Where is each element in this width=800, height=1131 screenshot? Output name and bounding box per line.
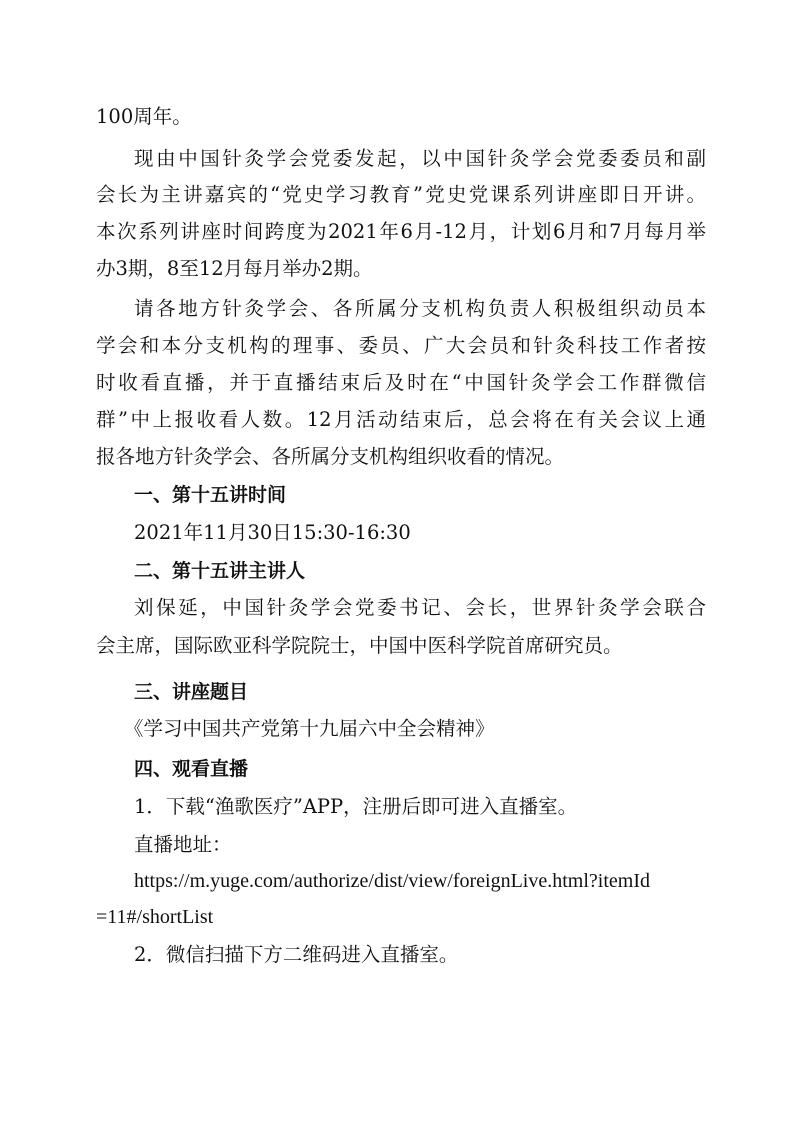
speaker-line: 刘保延，中国针灸学会党委书记、会长，世界针灸学会联合 xyxy=(134,596,706,619)
paragraph-line: 办3期，8至12月每月举办2期。 xyxy=(96,257,373,280)
paragraph-line: 群”中上报收看人数。12月活动结束后，总会将在有关会议上通 xyxy=(96,408,706,431)
qr-instruction: 2．微信扫描下方二维码进入直播室。 xyxy=(134,943,459,966)
paragraph-line: 本次系列讲座时间跨度为2021年6月-12月，计划6月和7月每月举 xyxy=(96,220,706,243)
section-heading: 二、第十五讲主讲人 xyxy=(134,560,306,582)
lecture-time: 2021年11月30日15:30-16:30 xyxy=(134,521,411,544)
section-heading: 一、第十五讲时间 xyxy=(134,484,287,506)
paragraph-line: 时收看直播，并于直播结束后及时在“中国针灸学会工作群微信 xyxy=(96,371,706,394)
download-instruction: 1．下载“渔歌医疗”APP，注册后即可进入直播室。 xyxy=(134,795,578,818)
paragraph-line: 会长为主讲嘉宾的“党史学习教育”党史党课系列讲座即日开讲。 xyxy=(96,183,706,206)
speaker-line: 会主席，国际欧亚科学院院士，中国中医科学院首席研究员。 xyxy=(96,634,623,657)
section-heading: 四、观看直播 xyxy=(134,758,249,780)
paragraph-line: 报各地方针灸学会、各所属分支机构组织收看的情况。 xyxy=(96,445,565,468)
paragraph-line: 现由中国针灸学会党委发起，以中国针灸学会党委委员和副 xyxy=(134,147,706,170)
live-url-link-continued[interactable]: =11#/shortList xyxy=(96,906,214,928)
paragraph-line: 请各地方针灸学会、各所属分支机构负责人积极组织动员本 xyxy=(134,297,706,320)
intro-line: 100周年。 xyxy=(96,105,192,128)
live-url-link[interactable]: https://m.yuge.com/authorize/dist/view/foreignLive.html?itemId xyxy=(134,870,650,892)
paragraph-line: 学会和本分支机构的理事、委员、广大会员和针灸科技工作者按 xyxy=(96,334,706,357)
lecture-title: 《学习中国共产党第十九届六中全会精神》 xyxy=(124,717,495,740)
address-label: 直播地址： xyxy=(134,833,232,856)
section-heading: 三、讲座题目 xyxy=(134,681,249,703)
